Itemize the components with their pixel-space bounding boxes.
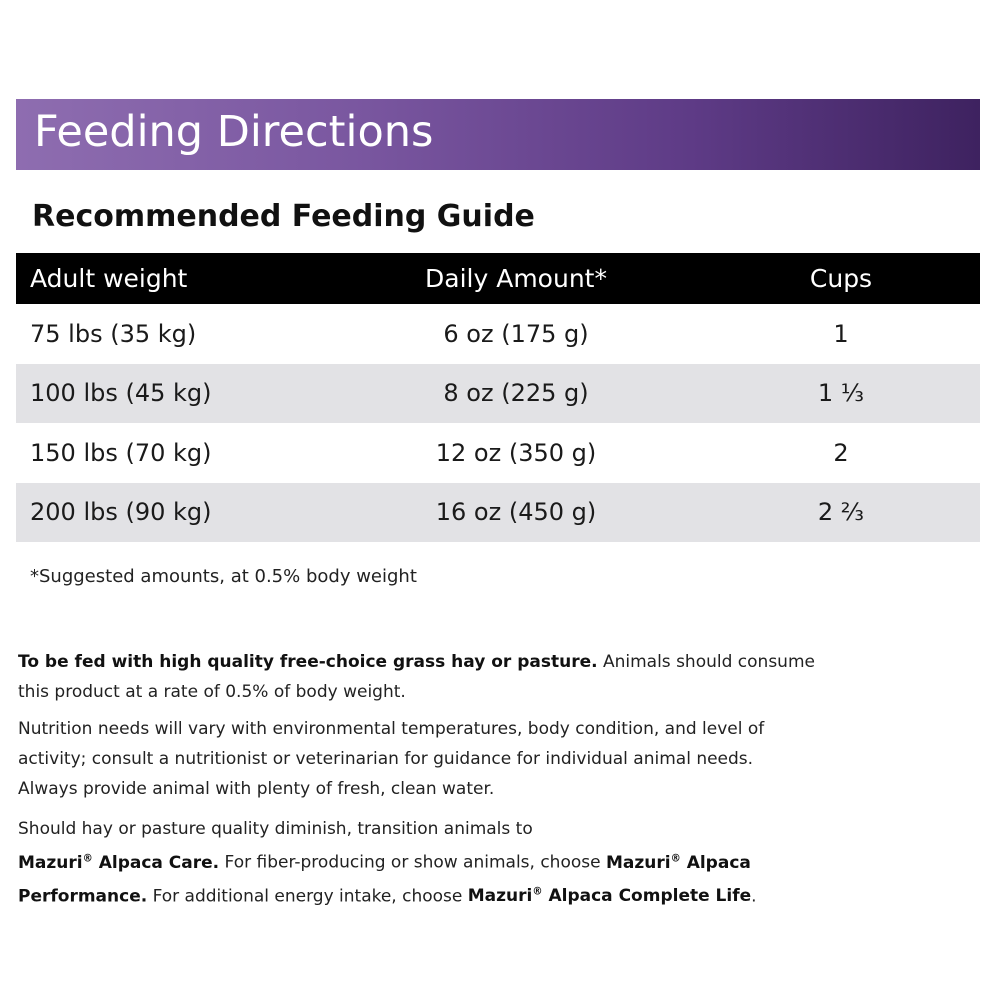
- product-name-alpaca-complete-life: [468, 886, 751, 906]
- paragraph-line: Should hay or pasture quality diminish, transition animals to: [18, 819, 533, 839]
- table-row: [16, 364, 980, 424]
- paragraph-line: [18, 844, 978, 878]
- paragraph-line: [18, 647, 978, 677]
- paragraph-text: For additional energy intake, choose: [147, 886, 468, 907]
- table-header: [16, 253, 980, 304]
- cell-weight: 75 lbs (35 kg): [30, 319, 197, 348]
- cell-cups: 1: [833, 319, 849, 348]
- feeding-guide-table: [16, 253, 980, 542]
- product-suffix: Alpaca: [680, 852, 751, 873]
- registered-mark: ®: [82, 853, 93, 864]
- paragraph-line: activity; consult a nutritionist or veterinarian for guidance for individual animal needs.: [18, 749, 754, 769]
- hay-instructions-paragraph: [18, 647, 978, 707]
- paragraph-line: this product at a rate of 0.5% of body weight.: [18, 682, 406, 702]
- table-row: [16, 483, 980, 543]
- product-name-performance-cont: Performance.: [18, 886, 148, 907]
- cell-weight: 150 lbs (70 kg): [30, 438, 212, 467]
- table-row: [16, 423, 980, 483]
- product-name-alpaca-performance: [606, 853, 751, 873]
- banner-title: Feeding Directions: [34, 107, 434, 157]
- paragraph-line: [18, 878, 978, 912]
- cell-weight: 200 lbs (90 kg): [30, 498, 212, 527]
- paragraph-line: Always provide animal with plenty of fresh, clean water.: [18, 779, 495, 799]
- header-cups: Cups: [809, 264, 873, 293]
- product-name-alpaca-care: [18, 853, 219, 873]
- cell-cups: 2: [833, 438, 849, 467]
- product-suffix: Alpaca Care.: [92, 852, 220, 873]
- paragraph-text: For fiber-producing or show animals, choose: [219, 852, 606, 873]
- header-daily-amount: Daily Amount*: [425, 264, 607, 293]
- transition-paragraph: [18, 814, 978, 911]
- cell-weight: 100 lbs (45 kg): [30, 379, 212, 408]
- cell-cups: 2 ⅔: [817, 498, 865, 527]
- product-suffix: Alpaca Complete Life: [542, 886, 752, 907]
- cell-amount: 12 oz (350 g): [435, 438, 597, 467]
- feeding-directions-banner: [16, 99, 980, 170]
- paragraph-line: Nutrition needs will vary with environmental temperatures, body condition, and level of: [18, 719, 765, 739]
- table-footnote: *Suggested amounts, at 0.5% body weight: [30, 566, 417, 587]
- cell-amount: 16 oz (450 g): [435, 498, 597, 527]
- brand-name: Mazuri: [605, 852, 671, 873]
- paragraph-end: .: [751, 886, 757, 907]
- brand-name: Mazuri: [18, 852, 83, 873]
- header-adult-weight: Adult weight: [30, 264, 188, 293]
- hay-instructions-bold: To be fed with high quality free-choice grass hay or pasture.: [18, 652, 598, 672]
- cell-amount: 6 oz (175 g): [443, 319, 589, 348]
- nutrition-needs-paragraph: [18, 714, 978, 804]
- table-row: [16, 304, 980, 364]
- cell-amount: 8 oz (225 g): [443, 379, 589, 408]
- brand-name: Mazuri: [467, 886, 533, 907]
- hay-instructions-text: Animals should consume: [597, 652, 815, 672]
- registered-mark: ®: [670, 853, 681, 864]
- feeding-guide-title: Recommended Feeding Guide: [32, 199, 535, 234]
- registered-mark: ®: [532, 886, 543, 898]
- cell-cups: 1 ⅓: [817, 379, 865, 408]
